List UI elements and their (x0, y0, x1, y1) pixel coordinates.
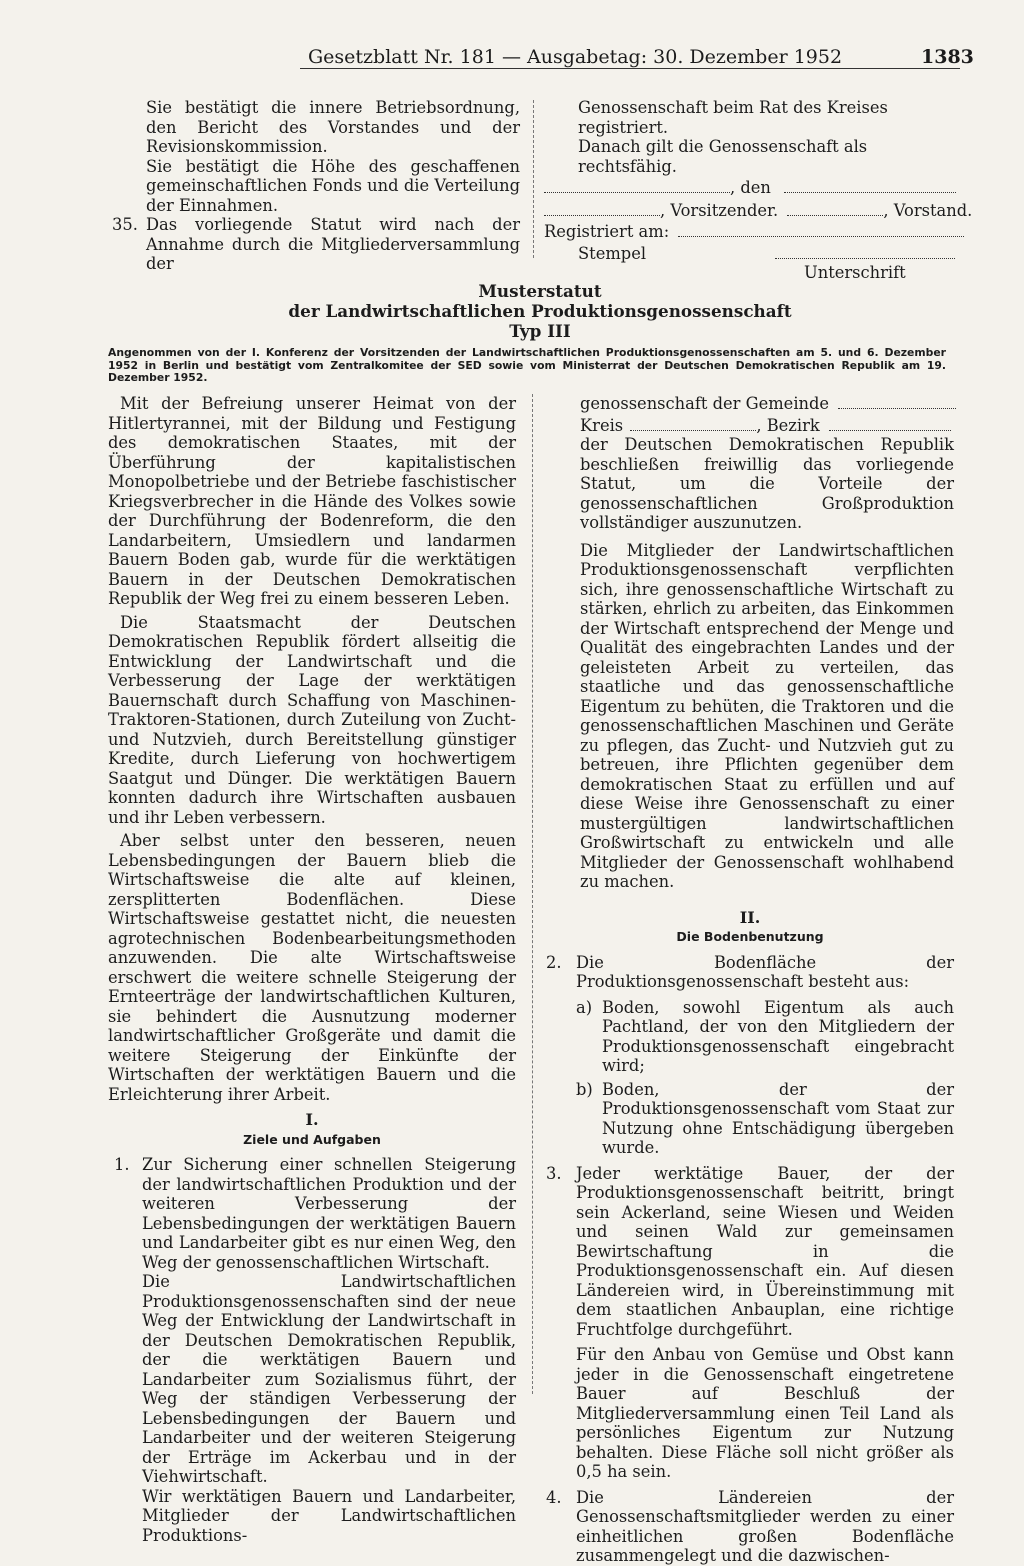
item-1-number: 1. (114, 1155, 130, 1174)
item-2b-text: Boden, der der Produktionsgenossenschaft vom Staat zur Nutzung ohne Entschädigung übergeben wurde. (602, 1079, 954, 1157)
item-1 (108, 1155, 516, 1545)
stamp-line (544, 244, 958, 264)
vorstand-label: , Vorstand. (883, 200, 973, 220)
item-2a-letter: a) (576, 997, 593, 1017)
kreis-label: Kreis (580, 415, 624, 435)
registriert-label: Registriert am: (544, 222, 670, 241)
top-left-block (112, 98, 520, 274)
section-1-number: I. (305, 1110, 319, 1129)
place-date-line (544, 178, 958, 198)
item-4 (546, 1488, 954, 1566)
item-1-para-1: Zur Sicherung einer schnellen Steigerung der landwirtschaftlichen Produktion und der weiteren Verbesserung der Lebensbedingungen der werktätigen Bauern und Landarbeiter gibt es nur einen Weg, den Weg der genossenschaftlichen Wirtschaft. (142, 1155, 516, 1272)
item-35-number: 35. (112, 215, 138, 234)
den-label: , den (730, 178, 771, 197)
item-1-para-2: Die Landwirtschaftlichen Produktionsgenossenschaften sind der neue Weg der Entwicklung der Landwirtschaft in der Deutschen Demokratischen Republik, der die werktätigen Bauern und Landarbeiter zum Sozialismus führt, der Weg der ständigen Verbesserung der Lebensbedingungen der Bauern und Landarbeiter und der weiteren Steigerung der Erträge im Ackerbau und in der Viehwirtschaft. (142, 1272, 516, 1486)
top-left-para-2: Sie bestätigt die Höhe des geschaffenen gemeinschaftlichen Fonds und die Verteilung der Einnahmen. (146, 156, 520, 215)
title-line-1: Musterstatut (478, 281, 602, 301)
header-title: Gesetzblatt Nr. 181 — Ausgabetag: 30. Dezember 1952 (308, 46, 843, 68)
page-number: 1383 (921, 46, 974, 68)
registration-line-2: Danach gilt die Genossenschaft als rechtsfähig. (578, 137, 868, 176)
item-35-text: Das vorliegende Statut wird nach der Annahme durch die Mitgliederversammlung der (146, 215, 520, 273)
item-4-text: Die Ländereien der Genossenschaftsmitglieder werden zu einer einheitlichen großen Bodenfläche zusammengelegt und die dazwischen- (576, 1487, 954, 1565)
registration-block (544, 98, 973, 283)
bezirk-blank[interactable] (829, 418, 951, 431)
item-4-number: 4. (546, 1487, 562, 1507)
item-3-para-1: Jeder werktätige Bauer, der der Produktionsgenossenschaft beitritt, bringt sein Ackerland, seine Wiesen und Weiden und seinen Wald zur gemeinsamen Bewirtschaftung in die Produktionsgenossenschaft ein. Auf diesen Ländereien wird, in Übereinstimmung mit dem staatlichen Anbauplan, eine richtige Fruchtfolge durchgeführt. (576, 1163, 954, 1339)
main-column-divider (532, 394, 533, 1394)
signatures-line (544, 200, 973, 221)
unterschrift-label: Unterschrift (804, 263, 906, 282)
statute-title (200, 281, 880, 341)
section-1-title: Ziele und Aufgaben (243, 1131, 381, 1147)
item-2b (576, 1080, 954, 1158)
gemeinde-blank[interactable] (838, 396, 956, 409)
title-line-3: Typ III (509, 321, 571, 341)
vorsitzender-label: , Vorsitzender. (660, 200, 779, 220)
section-2-title: Die Bodenbenutzung (676, 929, 824, 944)
item-35 (112, 215, 520, 274)
item-2b-letter: b) (576, 1079, 593, 1099)
signature-blank[interactable] (775, 246, 955, 259)
item-3-para-2: Für den Anbau von Gemüse und Obst kann jeder in die Genossenschaft eingetretene Bauer auf Beschluß der Mitgliederversammlung einen Teil Land als persönliches Eigentum zur Nutzung behalten. Diese Fläche soll nicht größer als 0,5 ha sein. (576, 1345, 954, 1481)
item-2 (546, 953, 954, 1158)
item-3-number: 3. (546, 1163, 562, 1183)
kreis-line (580, 416, 954, 436)
obligations-para: Die Mitglieder der Landwirtschaftlichen Produktionsgenossenschaft verpflichten sich, ihre genossenschaftliche Wirtschaft zu stärken, ehrlich zu arbeiten, das Einkommen der Wirtschaft entsprechend der Menge und Qualität des eingebrachten Landes und der geleisteten Arbeit zu verteilen, das staatliche und das genossenschaftliche Eigentum zu behüten, die Traktoren und die genossenschaftlichen Maschinen und Geräte zu pflegen, das Zucht- und Nutzvieh gut zu betreuen, ihre Pflichten gegenüber dem demokratischen Staat zu erfüllen und auf diese Weise ihre Genossenschaft zu einer mustergültigen landwirtschaftlichen Großwirtschaft zu entwickeln und alle Mitglieder der Genossenschaft wohlhabend zu machen. (580, 540, 954, 891)
page-header (0, 40, 1024, 74)
item-1-para-3: Wir werktätigen Bauern und Landarbeiter, Mitglieder der Landwirtschaftlichen Produktions- (142, 1486, 516, 1545)
intro-para-2: Die Staatsmacht der Deutschen Demokratischen Republik fördert allseitig die Entwicklung der Landwirtschaft und die Verbesserung der Lage der werktätigen Bauernschaft durch Schaffung von Maschinen-Traktoren-Stationen, durch Zuteilung von Zucht- und Nutzvieh, durch Bereitstellung günstiger Kredite, durch Lieferung von hochwertigem Saatgut und Dünger. Die werktätigen Bauern konnten dadurch ihre Wirtschaften ausbauen und ihr Leben verbessern. (108, 612, 516, 827)
item-2-number: 2. (546, 952, 562, 972)
section-2-number: II. (739, 907, 761, 927)
registration-line-1: Genossenschaft beim Rat des Kreises registriert. (578, 98, 888, 137)
chair-blank[interactable] (544, 203, 660, 216)
place-blank[interactable] (544, 180, 730, 193)
gemeinde-line (580, 394, 954, 414)
board-blank[interactable] (787, 203, 883, 216)
title-line-2: der Landwirtschaftlichen Produktionsgenossenschaft (288, 301, 792, 321)
unterschrift-line (544, 263, 958, 283)
item-2-text: Die Bodenfläche der Produktionsgenossenschaft besteht aus: (576, 952, 954, 991)
intro-para-3: Aber selbst unter den besseren, neuen Lebensbedingungen der Bauern blieb die Wirtschaftsweise die alte auf kleinen, zersplitterten Bodenflächen. Diese Wirtschaftsweise gestattet nicht, die neuesten agrotechnischen Bodenbearbeitungsmethoden anzuwenden. Die alte Wirtschaftsweise erschwert die weitere schnelle Steigerung der Ernteerträge der landwirtschaftlichen Kulturen, sie behindert die Ausnutzung moderner landwirtschaftlicher Großgeräte und damit die weitere Steigerung der Einkünfte der Wirtschaften der werktätigen Bauern und die Erleichterung ihrer Arbeit. (108, 831, 516, 1104)
top-column-divider (533, 100, 534, 258)
item-2a-text: Boden, sowohl Eigentum als auch Pachtland, der von den Mitgliedern der Produktionsgenossenschaft eingebracht wird; (602, 997, 954, 1075)
gemeinde-block (546, 394, 954, 533)
stempel-label: Stempel (578, 243, 647, 263)
item-3 (546, 1164, 954, 1482)
item-2a (576, 998, 954, 1076)
registered-line (544, 222, 958, 242)
registered-blank[interactable] (678, 224, 964, 237)
header-rule (300, 68, 960, 69)
intro-para-1: Mit der Befreiung unserer Heimat von der Hitlertyrannei, mit der Bildung und Festigung des demokratischen Staates, mit der Überführung der kapitalistischen Monopolbetriebe und der Betriebe faschistischer Kriegsverbrecher in die Hände des Volkes sowie der Durchführung der Bodenreform, die den Landarbeitern, Umsiedlern und landarmen Bauern Boden gab, wurde für die werktätigen Bauern in der Deutschen Demokratischen Republik der Weg frei zu einem besseren Leben. (108, 394, 516, 608)
date-blank[interactable] (784, 180, 956, 193)
top-left-para-1: Sie bestätigt die innere Betriebsordnung, den Bericht des Vorstandes und der Revisionskommission. (146, 98, 520, 156)
bezirk-label: , Bezirk (756, 415, 820, 435)
right-column (546, 394, 954, 1566)
left-column (108, 394, 516, 1545)
resolution-text: der Deutschen Demokratischen Republik beschließen freiwillig das vorliegende Statut, um die Vorteile der genossenschaftlichen Großproduktion vollständiger auszunutzen. (580, 435, 954, 532)
preamble-text: Angenommen von der I. Konferenz der Vorsitzenden der Landwirtschaftlichen Produktionsgenossenschaften am 5. und 6. Dezember 1952 in Berlin und bestätigt vom Zentralkomitee der SED sowie vom Ministerrat der Deutschen Demokratischen Republik am 19. Dezember 1952. (108, 346, 946, 384)
gemeinde-label: genossenschaft der Gemeinde (580, 394, 830, 413)
kreis-blank[interactable] (630, 418, 756, 431)
